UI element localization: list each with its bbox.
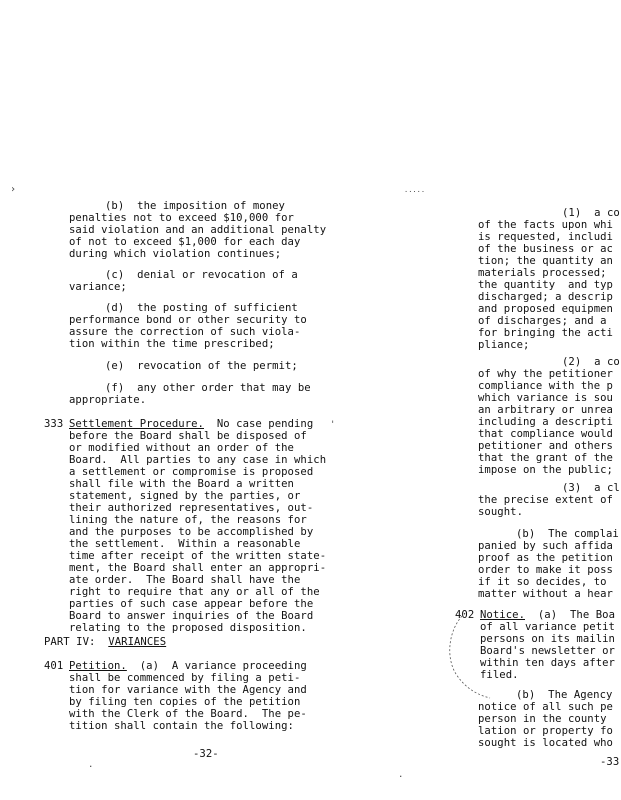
section-333-line: time after receipt of the written state- xyxy=(69,550,327,562)
item-2-line: of why the petitioner xyxy=(478,368,613,380)
section-333-first-line-rest: No case pending xyxy=(204,418,314,430)
item-b2-line: (b) The Agency xyxy=(516,689,619,701)
item-2-line: (2) a co xyxy=(562,356,620,368)
item-1-line: pliance; xyxy=(478,339,530,351)
section-333-line: parties of such case appear before the xyxy=(69,598,314,610)
section-402-line: of all variance petit xyxy=(480,621,615,633)
page-number-left: -32- xyxy=(193,748,219,760)
item-2-line: which variance is sou xyxy=(478,392,613,404)
item-2-line: including a descripti xyxy=(478,416,613,428)
section-333-line: a settlement or compromise is proposed xyxy=(69,466,314,478)
scan-speck: . xyxy=(398,770,404,780)
item-1-line: discharged; a descrip xyxy=(478,291,613,303)
item-3-line: (3) a cl xyxy=(562,482,620,494)
section-333-line: Board to answer inquiries of the Board xyxy=(69,610,314,622)
section-333-line: the settlement. Within a reasonable xyxy=(69,538,301,550)
item-d-line: tion within the time prescribed; xyxy=(69,338,275,350)
item-c-line: variance; xyxy=(69,281,127,293)
item-b2-line: lation or property fo xyxy=(478,725,613,737)
section-401-line: with the Clerk of the Board. The pe- xyxy=(69,708,307,720)
item-1-line: of the facts upon whi xyxy=(478,219,613,231)
handwritten-bracket-mark xyxy=(440,612,520,712)
item-d-line: performance bond or other security to xyxy=(69,314,307,326)
item-b-line: during which violation continues; xyxy=(69,248,282,260)
section-401-line: tion for variance with the Agency and xyxy=(69,684,307,696)
section-333-line: right to require that any or all of the xyxy=(69,586,320,598)
item-b2-line: notice of all such pe xyxy=(478,701,613,713)
item-b-right-line: panied by such affida xyxy=(478,540,613,552)
section-402-heading: Notice. xyxy=(480,609,525,621)
section-333-line: or modified without an order of the xyxy=(69,442,294,454)
section-333-heading: Settlement Procedure. xyxy=(69,418,204,430)
item-2-line: impose on the public; xyxy=(478,464,613,476)
item-2-line: petitioner and others xyxy=(478,440,613,452)
section-333-line: and the purposes to be accomplished by xyxy=(69,526,314,538)
item-1-line: of discharges; and a xyxy=(478,315,613,327)
item-1-line: materials processed; xyxy=(478,267,613,279)
scan-speck: ..... xyxy=(404,186,426,194)
scan-speck: ' xyxy=(330,420,336,430)
section-333-line: statement, signed by the parties, or xyxy=(69,490,301,502)
section-333-line: before the Board shall be disposed of xyxy=(69,430,307,442)
item-f-line: (f) any other order that may be xyxy=(105,382,311,394)
section-402-line: persons on its mailin xyxy=(480,633,615,645)
item-b-line: penalties not to exceed $10,000 for xyxy=(69,212,294,224)
item-b-line: (b) the imposition of money xyxy=(105,200,285,212)
section-402-line: filed. xyxy=(480,669,519,681)
part-iv-heading xyxy=(44,636,166,648)
item-3-line: sought. xyxy=(478,506,523,518)
page-number-right: -33 xyxy=(600,756,620,768)
item-1-line: is requested, includi xyxy=(478,231,613,243)
section-333-number: 333 xyxy=(44,418,64,430)
item-b-line: of not to exceed $1,000 for each day xyxy=(69,236,301,248)
scan-speck: › xyxy=(10,184,17,195)
section-402-line: within ten days after xyxy=(480,657,615,669)
part-iv-title: VARIANCES xyxy=(108,636,167,648)
item-b-right-line: if it so decides, to xyxy=(478,576,613,588)
section-333-first-line xyxy=(69,418,313,430)
section-402-number: 402 xyxy=(455,609,475,621)
item-c-line: (c) denial or revocation of a xyxy=(105,269,298,281)
item-d-line: assure the correction of such viola- xyxy=(69,326,301,338)
item-b-right-line: (b) The complai xyxy=(516,528,619,540)
item-e-line: (e) revocation of the permit; xyxy=(105,360,298,372)
item-b2-line: sought is located who xyxy=(478,737,613,749)
item-f-line: appropriate. xyxy=(69,394,147,406)
section-401-heading: Petition. xyxy=(69,660,127,672)
item-2-line: that the grant of the xyxy=(478,452,613,464)
item-3-line: the precise extent of xyxy=(478,494,613,506)
item-1-line: for bringing the acti xyxy=(478,327,613,339)
item-1-line: (1) a co xyxy=(562,207,620,219)
item-b-right-line: proof as the petition xyxy=(478,552,613,564)
section-333-line: relating to the proposed disposition. xyxy=(69,622,307,634)
section-402-line: Board's newsletter or xyxy=(480,645,615,657)
section-401-first-line-rest: (a) A variance proceeding xyxy=(126,660,307,672)
section-333-line: shall file with the Board a written xyxy=(69,478,294,490)
item-b-right-line: order to make it poss xyxy=(478,564,613,576)
section-333-line: ment, the Board shall enter an appropri- xyxy=(69,562,327,574)
section-401-first-line xyxy=(69,660,307,672)
part-iv-label: PART IV: xyxy=(44,636,109,648)
section-401-number: 401 xyxy=(44,660,64,672)
item-1-line: of the business or ac xyxy=(478,243,613,255)
section-333-line: Board. All parties to any case in which xyxy=(69,454,327,466)
item-1-line: and proposed equipmen xyxy=(478,303,613,315)
section-401-line: by filing ten copies of the petition xyxy=(69,696,301,708)
section-333-line: their authorized representatives, out- xyxy=(69,502,314,514)
scan-speck: . xyxy=(88,760,94,770)
section-333-line: lining the nature of, the reasons for xyxy=(69,514,307,526)
item-2-line: an arbitrary or unrea xyxy=(478,404,613,416)
section-402-first-line-rest: (a) The Boa xyxy=(525,609,615,621)
item-d-line: (d) the posting of sufficient xyxy=(105,302,298,314)
item-b2-line: person in the county xyxy=(478,713,613,725)
item-1-line: tion; the quantity an xyxy=(478,255,613,267)
item-1-line: the quantity and typ xyxy=(478,279,613,291)
section-401-line: tition shall contain the following: xyxy=(69,720,294,732)
item-2-line: compliance with the p xyxy=(478,380,613,392)
item-2-line: that compliance would xyxy=(478,428,613,440)
section-401-line: shall be commenced by filing a peti- xyxy=(69,672,301,684)
item-b-right-line: matter without a hear xyxy=(478,588,613,600)
section-333-line: ate order. The Board shall have the xyxy=(69,574,301,586)
item-b-line: said violation and an additional penalty xyxy=(69,224,327,236)
